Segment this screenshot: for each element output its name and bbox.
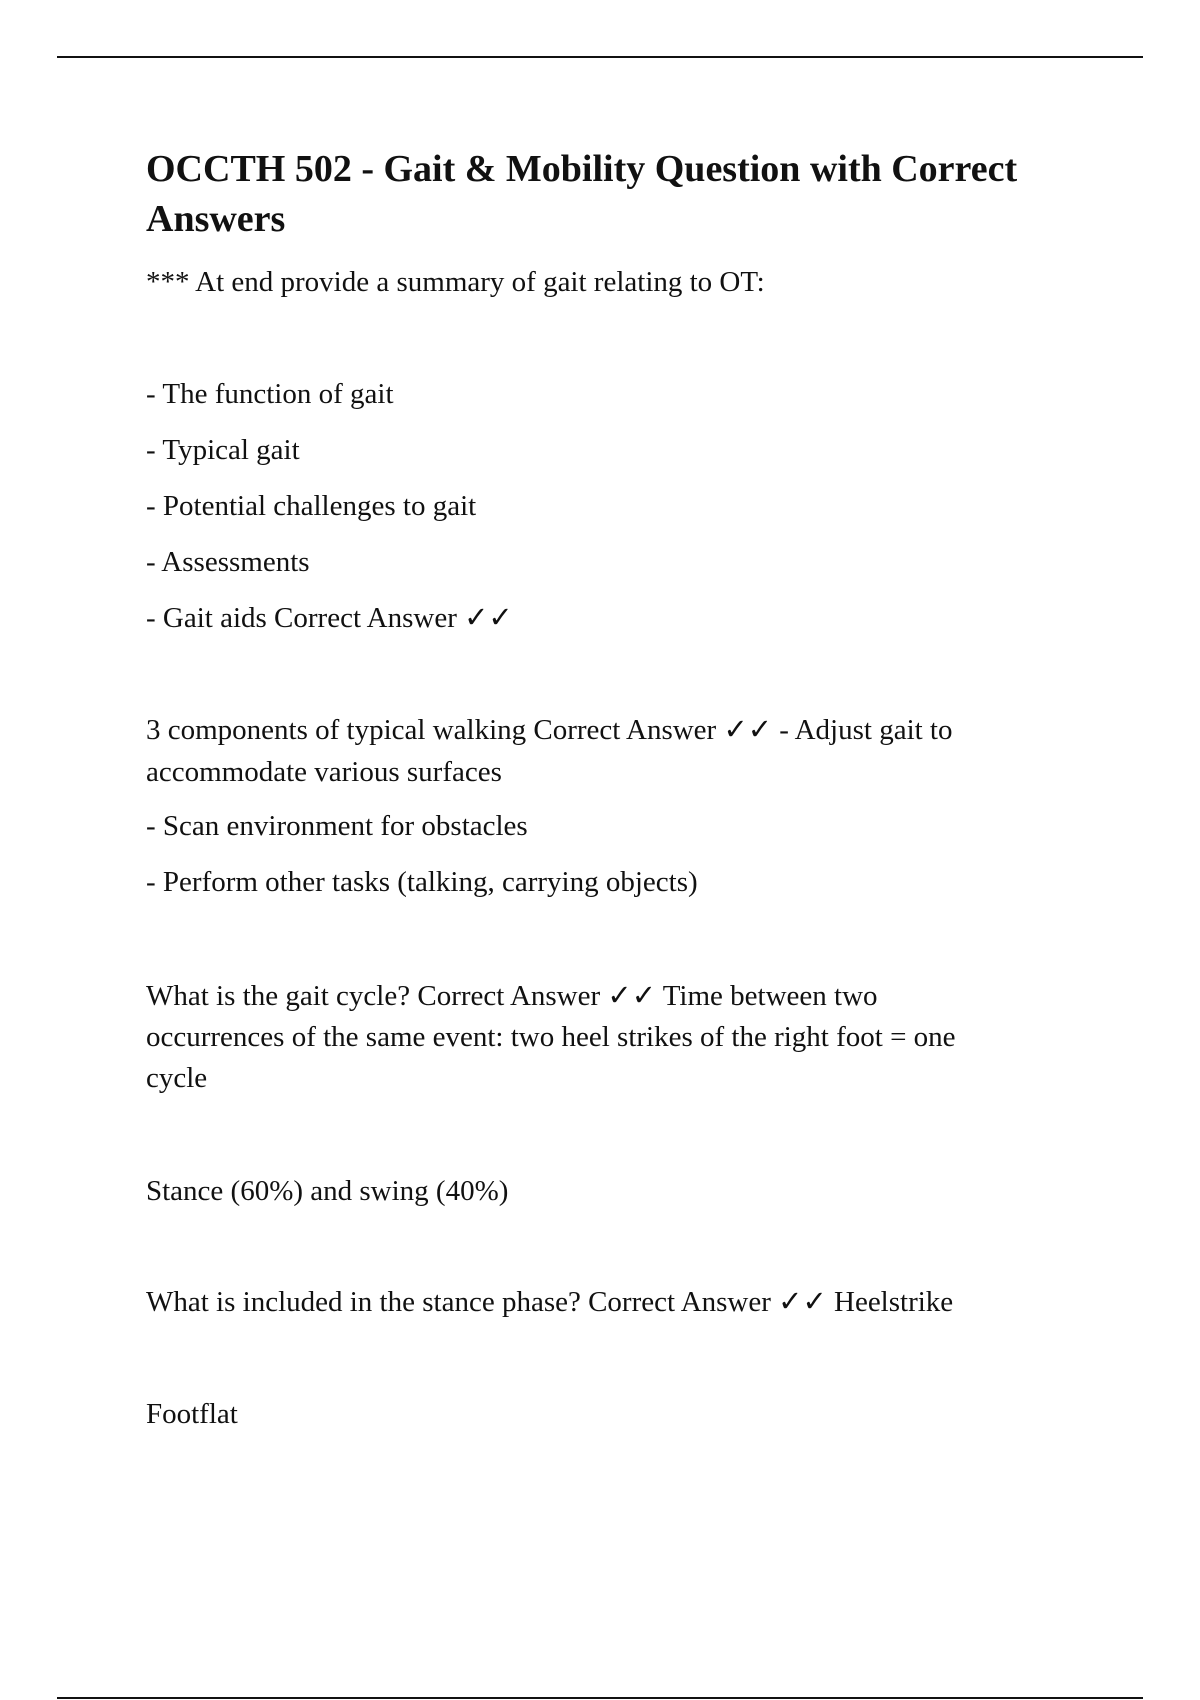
gait-cycle-question-line1: What is the gait cycle? Correct Answer ✓✓ Time between two [146,980,878,1012]
summary-item-challenges: - Potential challenges to gait [146,490,477,522]
stance-swing-text: Stance (60%) and swing (40%) [146,1175,509,1207]
stance-phase-question: What is included in the stance phase? Correct Answer ✓✓ Heelstrike [146,1286,954,1318]
components-item-scan: - Scan environment for obstacles [146,810,528,842]
gait-cycle-question-line3: cycle [146,1062,208,1094]
summary-item-assessments: - Assessments [146,546,310,578]
summary-item-function: - The function of gait [146,378,394,410]
intro-text: *** At end provide a summary of gait relating to OT: [146,266,765,298]
top-divider [57,56,1143,58]
gait-cycle-question-line2: occurrences of the same event: two heel strikes of the right foot = one [146,1021,956,1053]
summary-item-typical-gait: - Typical gait [146,434,300,466]
components-question-line1: 3 components of typical walking Correct Answer ✓✓ - Adjust gait to [146,714,953,746]
bottom-divider [57,1697,1143,1699]
components-question-line2: accommodate various surfaces [146,756,502,788]
footflat-text: Footflat [146,1398,238,1430]
summary-item-gait-aids: - Gait aids Correct Answer ✓✓ [146,602,513,634]
document-title: OCCTH 502 - Gait & Mobility Question with Correct Answers [146,148,1018,240]
components-item-tasks: - Perform other tasks (talking, carrying objects) [146,866,698,898]
